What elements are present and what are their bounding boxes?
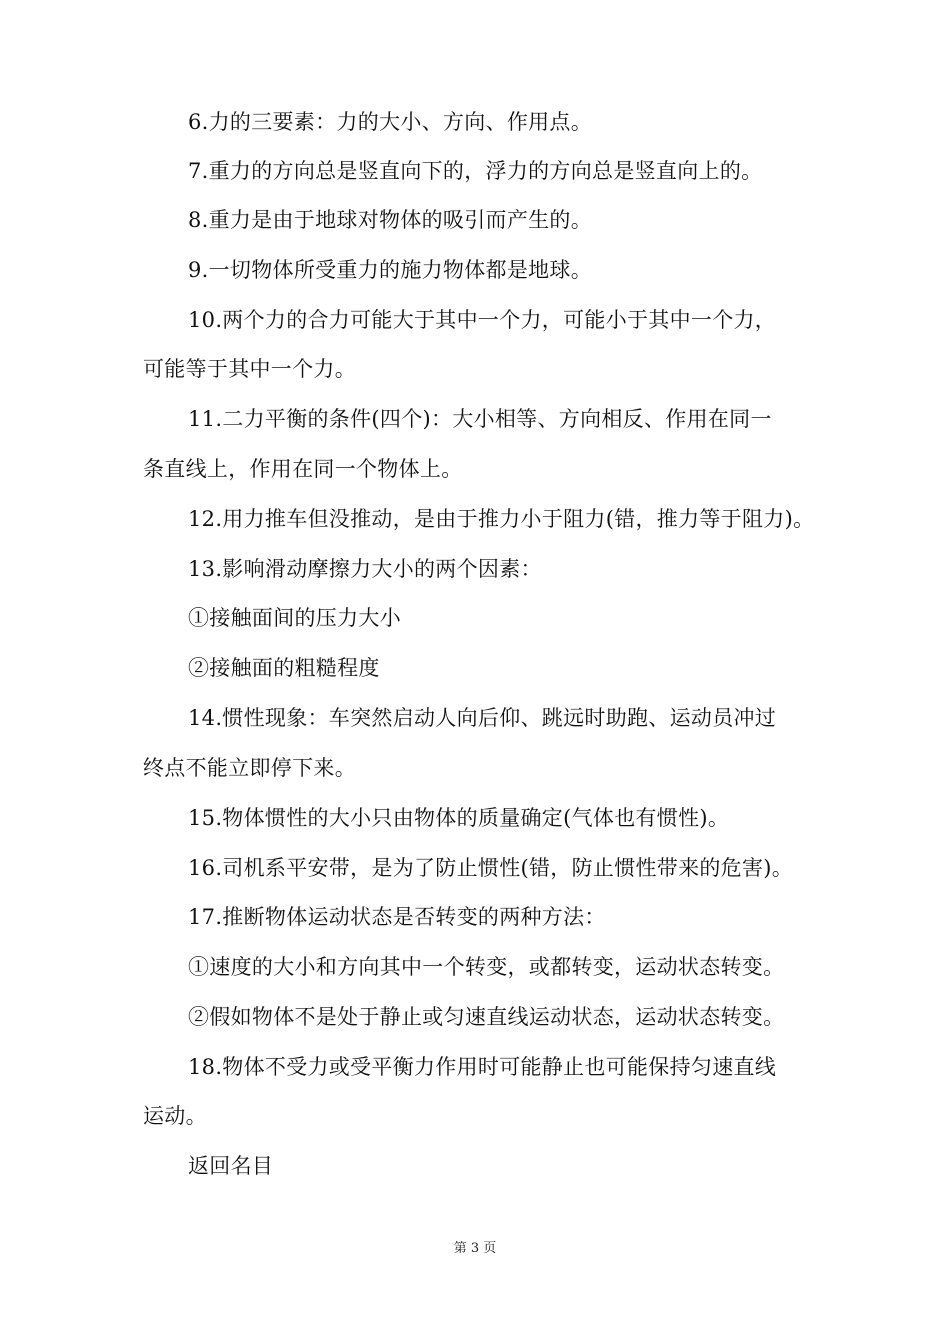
text-line-18b: 运动。 bbox=[143, 1104, 207, 1128]
text-line-17: 17.推断物体运动状态是否转变的两种方法： bbox=[188, 905, 606, 929]
page-number: 第 3 页 bbox=[453, 1241, 497, 1256]
text-line-17-item1: ①速度的大小和方向其中一个转变，或都转变，运动状态转变。 bbox=[188, 955, 785, 979]
text-line-6: 6.力的三要素：力的大小、方向、作用点。 bbox=[188, 110, 593, 134]
text-line-7: 7.重力的方向总是竖直向下的，浮力的方向总是竖直向上的。 bbox=[188, 159, 763, 183]
text-line-8: 8.重力是由于地球对物体的吸引而产生的。 bbox=[188, 208, 593, 232]
text-line-11b: 条直线上，作用在同一个物体上。 bbox=[143, 457, 463, 481]
text-line-15: 15.物体惯性的大小只由物体的质量确定(气体也有惯性)。 bbox=[188, 806, 730, 830]
text-line-9: 9.一切物体所受重力的施力物体都是地球。 bbox=[188, 258, 593, 282]
text-line-16: 16.司机系平安带，是为了防止惯性(错，防止惯性带来的危害)。 bbox=[188, 856, 794, 880]
text-line-10a: 10.两个力的合力可能大于其中一个力，可能小于其中一个力， bbox=[188, 308, 777, 332]
back-to-contents-link[interactable]: 返回名目 bbox=[188, 1154, 274, 1178]
text-line-14a: 14.惯性现象：车突然启动人向后仰、跳远时助跑、运动员冲过 bbox=[188, 706, 777, 730]
text-line-13: 13.影响滑动摩擦力大小的两个因素： bbox=[188, 557, 542, 581]
text-line-18a: 18.物体不受力或受平衡力作用时可能静止也可能保持匀速直线 bbox=[188, 1055, 777, 1079]
text-line-17-item2: ②假如物体不是处于静止或匀速直线运动状态，运动状态转变。 bbox=[188, 1005, 785, 1029]
text-line-13-item1: ①接触面间的压力大小 bbox=[188, 606, 401, 630]
text-line-14b: 终点不能立即停下来。 bbox=[143, 756, 356, 780]
text-line-12: 12.用力推车但没推动，是由于推力小于阻力(错，推力等于阻力)。 bbox=[188, 507, 815, 531]
text-line-13-item2: ②接触面的粗糙程度 bbox=[188, 656, 380, 680]
text-line-11a: 11.二力平衡的条件(四个)：大小相等、方向相反、作用在同一 bbox=[188, 407, 772, 431]
text-line-10b: 可能等于其中一个力。 bbox=[143, 357, 356, 381]
